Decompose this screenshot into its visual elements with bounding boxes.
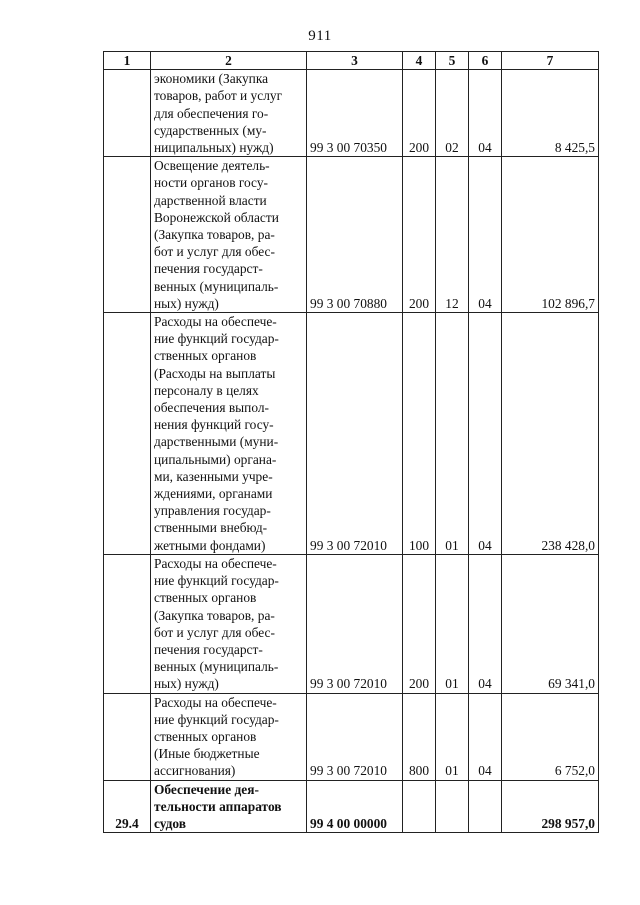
description-line: Расходы на обеспече- [154, 694, 277, 710]
row-number-cell [104, 554, 151, 693]
description-line: персоналу в целях [154, 382, 259, 398]
description-line: ственных органов [154, 728, 257, 744]
description-line: ние функций государ- [154, 573, 279, 589]
description-cell [151, 554, 307, 693]
description-line: Освещение деятель- [154, 158, 270, 174]
amount-cell: 238 428,0 [502, 313, 599, 555]
budget-code-cell: 99 3 00 72010 [307, 554, 403, 693]
description-line: ждениями, органами [154, 486, 273, 502]
expense-type-cell: 200 [403, 554, 436, 693]
row-number-cell: 29.4 [104, 780, 151, 833]
expense-type-cell: 200 [403, 70, 436, 157]
amount-cell: 6 752,0 [502, 693, 599, 780]
row-number-cell [104, 693, 151, 780]
expense-type-cell: 100 [403, 313, 436, 555]
header-row [104, 52, 599, 70]
budget-code-cell: 99 4 00 00000 [307, 780, 403, 833]
row-number-cell [104, 313, 151, 555]
column-header: 6 [469, 52, 502, 70]
description-line: жетными фондами) [154, 537, 266, 553]
description-line: печения государст- [154, 261, 263, 277]
description-line: (Расходы на выплаты [154, 365, 276, 381]
description-line: венных (муниципаль- [154, 278, 279, 294]
column-header: 2 [151, 52, 307, 70]
description-line: ми, казенными учре- [154, 468, 273, 484]
description-cell [151, 693, 307, 780]
page-number: 911 [308, 28, 332, 44]
description-line: экономики (Закупка [154, 71, 269, 87]
subsection-cell: 04 [469, 693, 502, 780]
subsection-cell: 04 [469, 157, 502, 313]
description-line: печения государст- [154, 641, 263, 657]
description-cell [151, 780, 307, 833]
amount-cell: 8 425,5 [502, 70, 599, 157]
subsection-cell: 04 [469, 554, 502, 693]
description-line: ных) нужд) [154, 295, 219, 311]
section-cell: 01 [436, 693, 469, 780]
description-line: (Закупка товаров, ра- [154, 227, 275, 243]
section-cell: 01 [436, 554, 469, 693]
description-line: Воронежской области [154, 209, 279, 225]
budget-code-cell: 99 3 00 72010 [307, 693, 403, 780]
section-cell: 01 [436, 313, 469, 555]
expense-type-cell: 200 [403, 157, 436, 313]
subsection-cell [469, 780, 502, 833]
table-row [104, 693, 599, 780]
row-number-cell [104, 157, 151, 313]
budget-code-cell: 99 3 00 70350 [307, 70, 403, 157]
description-line: судов [154, 815, 186, 831]
column-header: 5 [436, 52, 469, 70]
amount-cell: 102 896,7 [502, 157, 599, 313]
section-cell: 12 [436, 157, 469, 313]
column-header: 1 [104, 52, 151, 70]
table-row [104, 780, 599, 833]
budget-code-cell: 99 3 00 70880 [307, 157, 403, 313]
expense-type-cell: 800 [403, 693, 436, 780]
description-line: ние функций государ- [154, 711, 279, 727]
description-line: дарственными (муни- [154, 434, 279, 450]
description-cell [151, 313, 307, 555]
table-body [104, 70, 599, 833]
table-row [104, 157, 599, 313]
expense-type-cell [403, 780, 436, 833]
description-line: ственных органов [154, 348, 257, 364]
description-line: ных) нужд) [154, 676, 219, 692]
description-line: (Закупка товаров, ра- [154, 607, 275, 623]
description-line: нения функций госу- [154, 417, 274, 433]
amount-cell: 298 957,0 [502, 780, 599, 833]
column-header: 4 [403, 52, 436, 70]
description-line: ственных органов [154, 590, 257, 606]
column-header: 7 [502, 52, 599, 70]
description-line: ственными внебюд- [154, 520, 268, 536]
description-line: дарственной власти [154, 192, 267, 208]
description-cell [151, 157, 307, 313]
budget-code-cell: 99 3 00 72010 [307, 313, 403, 555]
row-number-cell [104, 70, 151, 157]
description-line: обеспечения выпол- [154, 400, 269, 416]
description-line: управления государ- [154, 503, 271, 519]
description-line: Расходы на обеспече- [154, 314, 277, 330]
description-line: (Иные бюджетные [154, 746, 260, 762]
description-line: Расходы на обеспече- [154, 555, 277, 571]
description-line: сударственных (му- [154, 122, 267, 138]
table-row [104, 554, 599, 693]
subsection-cell: 04 [469, 313, 502, 555]
table-row [104, 70, 599, 157]
description-line: Обеспечение дея- [154, 781, 259, 797]
description-line: венных (муниципаль- [154, 659, 279, 675]
description-line: ниципальных) нужд) [154, 140, 274, 156]
subsection-cell: 04 [469, 70, 502, 157]
description-line: для обеспечения го- [154, 105, 269, 121]
description-line: товаров, работ и услуг [154, 88, 283, 104]
section-cell: 02 [436, 70, 469, 157]
table-row [104, 313, 599, 555]
description-line: ассигнования) [154, 763, 236, 779]
column-header: 3 [307, 52, 403, 70]
description-line: тельности аппаратов [154, 798, 282, 814]
description-cell [151, 70, 307, 157]
description-line: ности органов госу- [154, 175, 268, 191]
budget-table [103, 51, 599, 833]
description-line: ципальными) органа- [154, 451, 277, 467]
amount-cell: 69 341,0 [502, 554, 599, 693]
description-line: бот и услуг для обес- [154, 624, 275, 640]
description-line: ние функций государ- [154, 331, 279, 347]
description-line: бот и услуг для обес- [154, 244, 275, 260]
section-cell [436, 780, 469, 833]
